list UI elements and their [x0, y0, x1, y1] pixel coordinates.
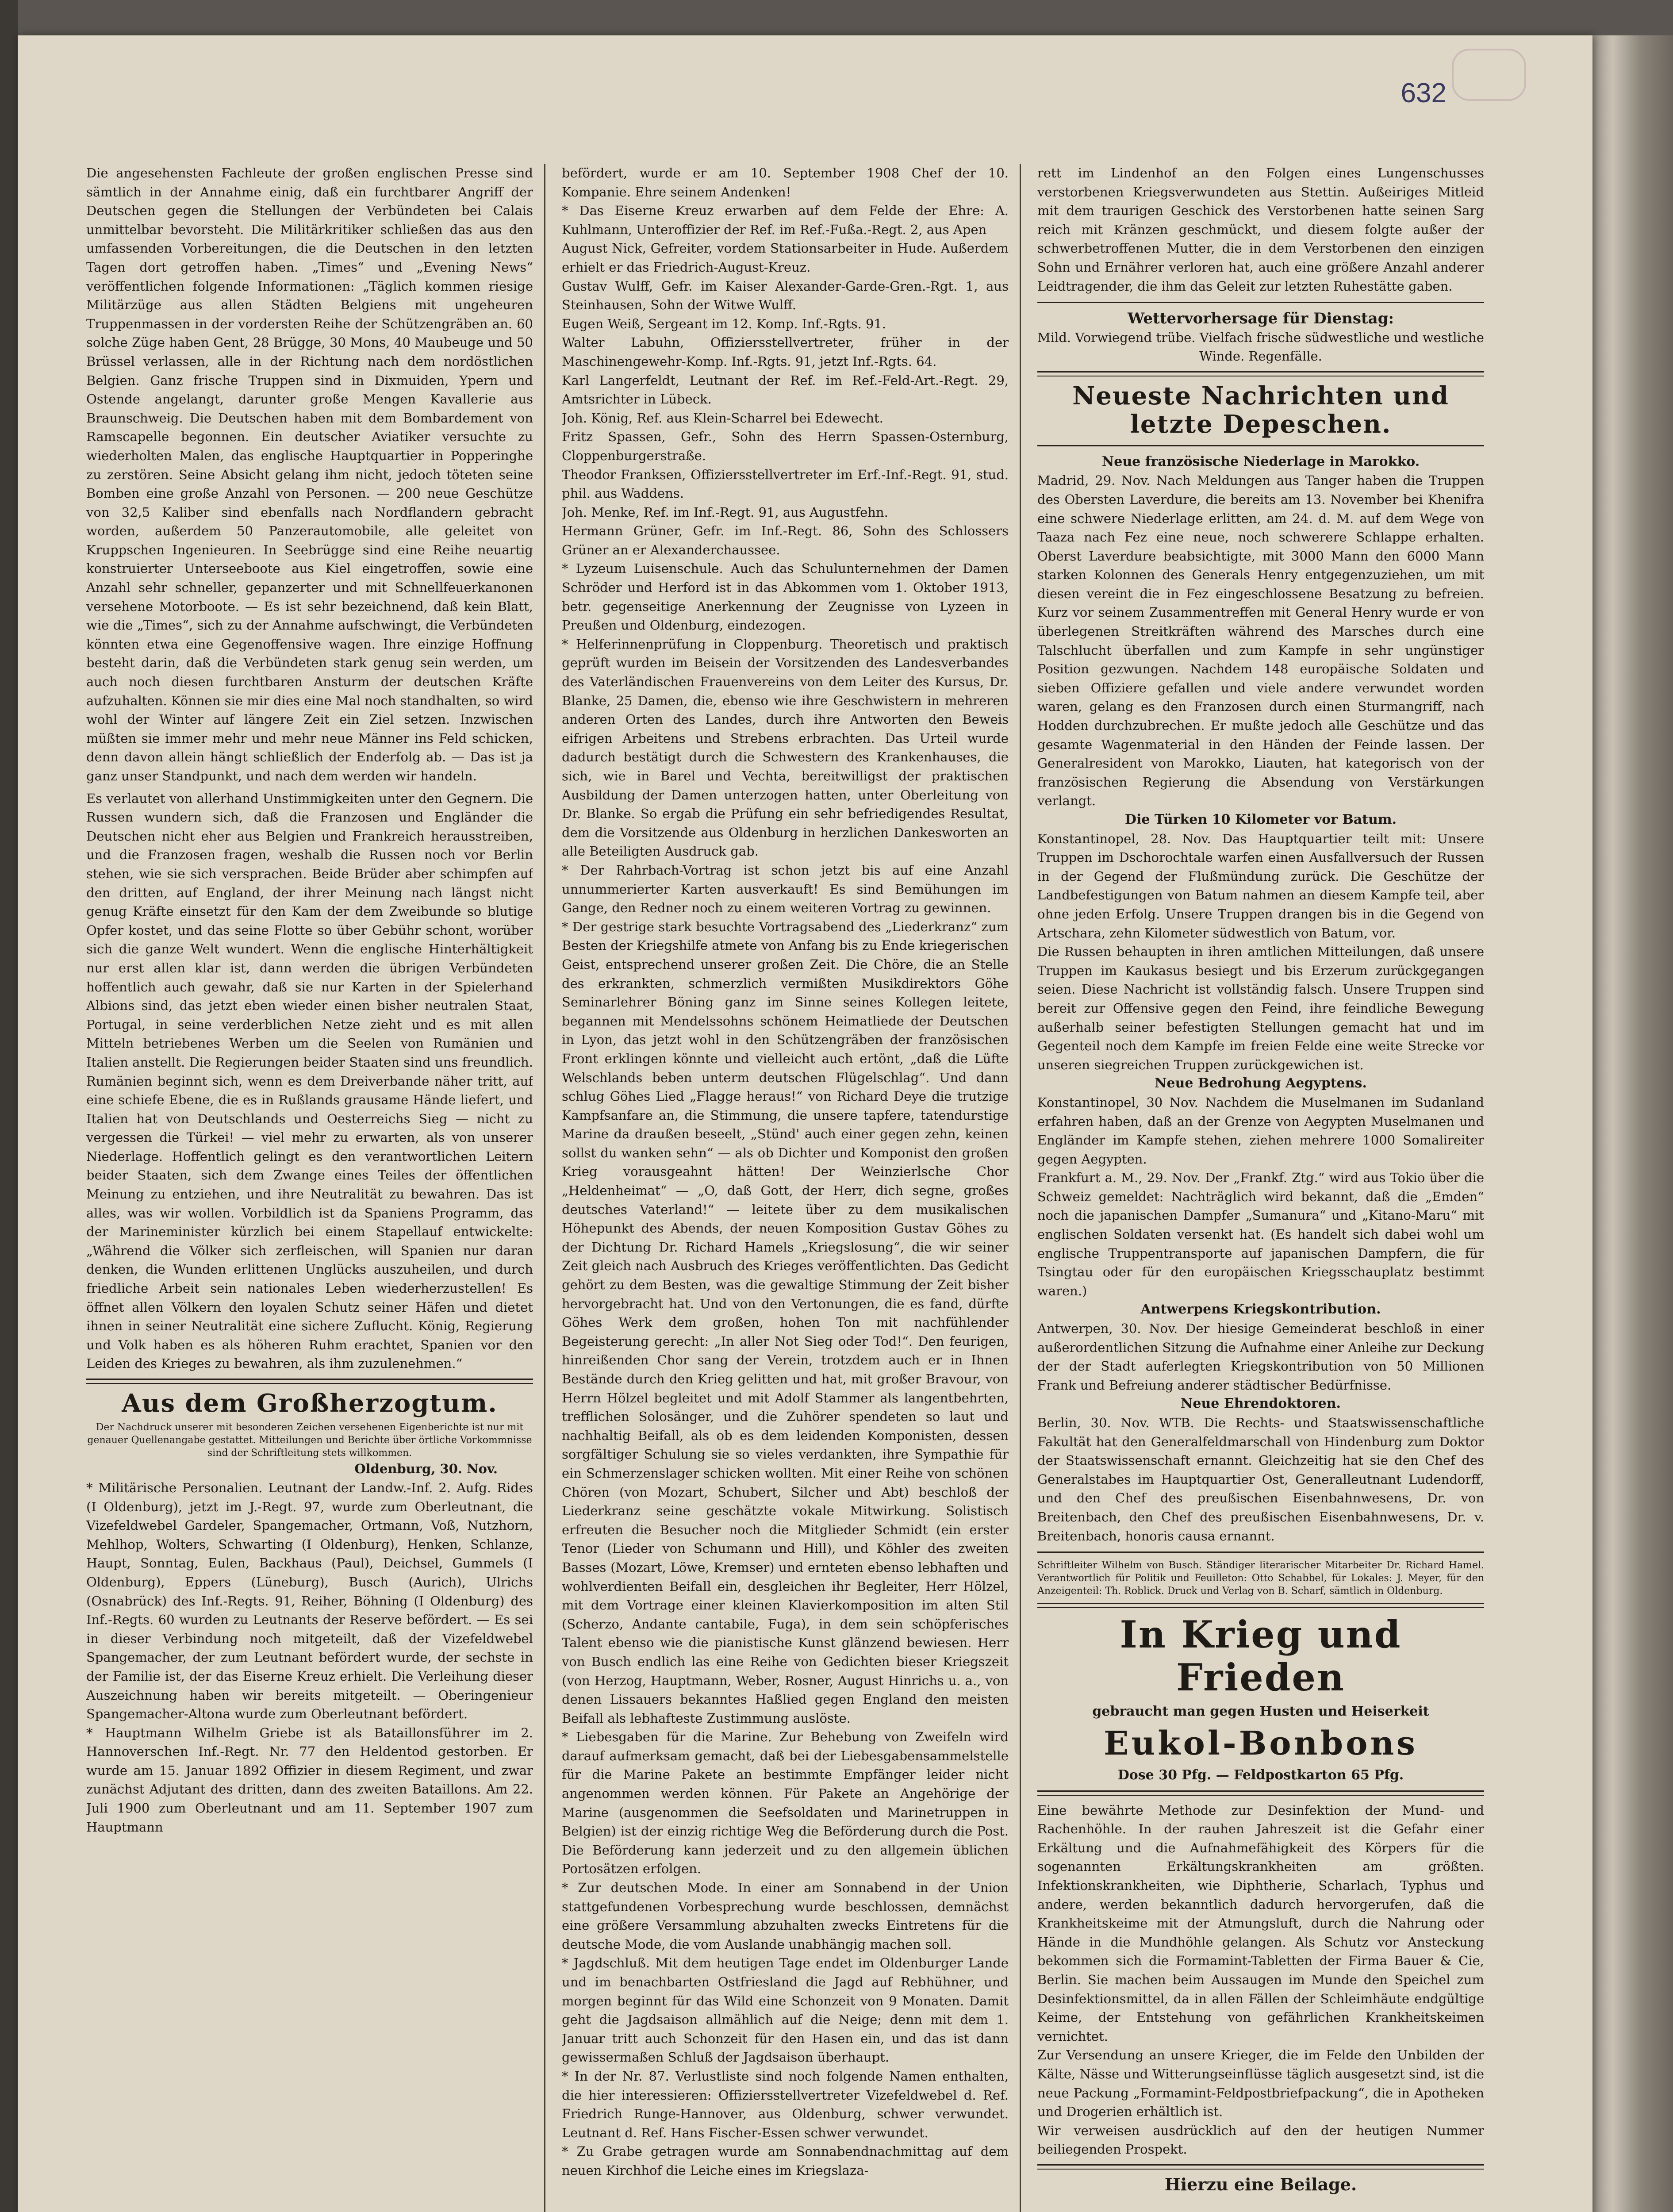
article-paragraph: Walter Labuhn, Offiziersstellvertreter, früher in der Maschinengewehr-Komp. Inf.-Rgts. 91, jetzt Inf.-Rgts. 64. — [562, 335, 1009, 369]
weather-text: Mild. Vorwiegend trübe. Vielfach frische südwestliche und westliche Winde. Regenfälle. — [1037, 330, 1484, 364]
divider — [1037, 1603, 1484, 1608]
news-paragraph: Berlin, 30. Nov. WTB. Die Rechts- und Staatswissenschaftliche Fakultät hat den Generalfeldmarschall von Hindenburg zum Doktor der Staatswissenschaft ernannt. Gleichzeitig hat sie den Chef des Generalstabes im Hauptquartier Ost, Generalleutnant Ludendorff, und den Chef des preußischen Eisenbahnwesens, Dr. von Breitenbach, den Chef des preußischen Eisenbahnwesens, Dr. v. Breitenbach, honoris causa ernannt. — [1037, 1415, 1484, 1544]
article-paragraph: * Hauptmann Wilhelm Griebe ist als Bataillonsführer im 2. Hannoverschen Inf.-Regt. Nr. 77 den Heldentod gestorben. Er wurde am 15. Januar 1892 Offizier in diesem Regiment, und zwar zunächst Adjutant des dritten, dann des zweiten Bataillons. Am 22. Juli 1900 zum Oberleutnant und am 11. September 1907 zum Hauptmann — [86, 1725, 533, 1835]
divider — [1037, 445, 1484, 446]
newspaper-page — [18, 35, 1592, 2212]
column-2 — [562, 164, 1009, 2212]
section-title: Aus dem Großherzogtum. — [122, 1389, 498, 1418]
news-paragraph: Konstantinopel, 28. Nov. Das Hauptquartier teilt mit: Unsere Truppen im Dschorochtale warfen einen Ausfallversuch der Russen in der Gegend der Flußmündung zurück. Die Geschütze der Landbefestigungen von Batum nahmen an diesem Kampfe teil, aber ohne jeden Erfolg. Unsere Truppen drangen bis in die Gegend von Artschara, zehn Kilometer südwestlich von Batum, vor. — [1037, 831, 1484, 941]
article-paragraph: * Zu Grabe getragen wurde am Sonnabendnachmittag auf dem neuen Kirchhof die Leiche eines im Kriegslaza- — [562, 2144, 1009, 2178]
weather-title: Wettervorhersage für Dienstag: — [1127, 310, 1394, 328]
news-title: Neueste Nachrichten und letzte Depeschen. — [1072, 381, 1449, 439]
article-paragraph: Joh. Menke, Ref. im Inf.-Regt. 91, aus Augustfehn. — [562, 504, 888, 520]
news-subhead: Neue Ehrendoktoren. — [1180, 1396, 1341, 1412]
article-paragraph: * Militärische Personalien. Leutnant der Landw.-Inf. 2. Aufg. Rides (I Oldenburg), jetzt im J.-Regt. 97, wurde zum Oberleutnant, die Vizefeldwebel Gardeler, Spangemacher, Ortmann, Voß, Nutzhorn, Mehlhop, Wolters, Schwarting (I Oldenburg), Henken, Schlanze, Haupt, Sonntag, Eulen, Backhaus (Paul), Deichsel, Gummels (I Oldenburg), Eppers (Lüneburg), Busch (Aurich), Ulrichs (Osnabrück) des Inf.-Regts. 91, Reiher, Böhning (I Oldenburg) des Inf.-Regts. 60 wurden zu Leutnants der Reserve befördert. — Es sei in dieser Verbindung noch mitgeteilt, daß der Vizefeldwebel Spangemacher, der zum Leutnant befördert wurde, der sechste in der Familie ist, der das Eiserne Kreuz erhielt. Die Verleihung dieser Auszeichnung haben wir bereits mitgeteilt. — Oberingenieur Spangemacher-Altona wurde zum Oberleutnant befördert. — [86, 1480, 533, 1722]
scan-right-edge — [1592, 35, 1673, 2212]
ad-price: Dose 30 Pfg. — Feldpostkarton 65 Pfg. — [1117, 1767, 1404, 1783]
divider — [1037, 371, 1484, 376]
news-subhead: Neue französische Niederlage in Marokko. — [1101, 453, 1420, 469]
column-rule-1 — [544, 164, 545, 2212]
ad-paragraph: Eine bewährte Methode zur Desinfektion der Mund- und Rachenhöhle. In der rauhen Jahreszeit ist die Gefahr einer Erkältung und die Aufnahmefähigkeit des Körpers für die sogenannten Erkältungskrankheiten am größten. Infektionskrankheiten, wie Diphtherie, Scharlach, Typhus und andere, werden bekanntlich dadurch hervorgerufen, daß die Krankheitskeime mit der Atmungsluft, durch die Nahrung oder Hände in die Mundhöhle gelangen. Als Schutz vor Ansteckung bekommen sich die Formamint-Tabletten der Firma Bauer & Cie, Berlin. Sie machen beim Aussaugen im Munde den Speichel zum Desinfektionsmittel, da in allen Fällen der Schleimhäute endgültige Keime, der Entstehung von gefährlichen Krankheitskeimen vernichtet. — [1037, 1802, 1484, 2044]
article-paragraph: Die angesehensten Fachleute der großen englischen Presse sind sämtlich in der Annahme einig, daß ein furchtbarer Angriff der Deutschen gegen die Stellungen der Verbündeten bei Calais unmittelbar bevorsteht. Die Militärkritiker schließen das aus den umfassenden Vorbereitungen, die die Deutschen in den letzten Tagen dort getroffen haben. „Times“ und „Evening News“ veröffentlichen folgende Informationen: „Täglich kommen riesige Militärzüge aus allen Städten Belgiens mit ungeheuren Truppenmassen in der vordersten Reihe der Schützengräben an. 60 solche Züge haben Gent, 28 Brügge, 30 Mons, 40 Maubeuge und 50 Brüssel verlassen, alle in der Richtung nach dem nordöstlichen Belgien. Ganz frische Truppen sind in Dixmuiden, Ypern und Ostende angelangt, darunter große Mengen Kavallerie aus Braunschweig. Die Deutschen haben mit dem Bombardement von Ramscapelle begonnen. Ein deutscher Aviatiker versuchte zu wiederholten Malen, das englische Hauptquartier in Popperinghe zu zerstören. Seine Absicht gelang ihm nicht, jedoch töteten seine Bomben eine große Anzahl von Personen. — 200 neue Geschütze von 32,5 Kaliber sind ebenfalls nach Nordflandern gebracht worden, außerdem 50 Panzerautomobile, alle geleitet von Kruppschen Ingenieuren. In Seebrügge sind eine Reihe neuartig konstruierter Unterseeboote aus Kiel eingetroffen, sowie eine Anzahl sehr schneller, gepanzerter und mit Schnellfeuerkanonen versehene Motorboote. — Es ist sehr bezeichnend, daß kein Blatt, wie die „Times“, sich zu der Annahme aufschwingt, die Verbündeten könnten etwa eine Gegenoffensive wagen. Ihre einzige Hoffnung besteht darin, daß die Verbündeten stark genug sein werden, um auch noch diesen furchtbaren Ansturm der deutschen Kräfte aufzuhalten. Können sie mir dies eine Mal noch standhalten, so wird wohl der Winter auf längere Zeit ein Ziel setzen. Inzwischen müßten sie immer mehr und mehr neue Männer ins Feld schicken, denn davon allein hängt schließlich der Enderfolg ab. — Das ist ja ganz unser Standpunkt, und nach dem werden wir handeln. — [86, 165, 533, 783]
divider — [86, 1379, 533, 1384]
article-paragraph: * In der Nr. 87. Verlustliste sind noch folgende Namen enthalten, die hier interessieren: Offiziersstellvertreter Vizefeldwebel d. Ref. Friedrich Runge-Hannover, aus Oldenburg, schwer verwundet. Leutnant d. Ref. Hans Fischer-Essen schwer verwundet. — [562, 2068, 1009, 2140]
news-subhead: Neue Bedrohung Aegyptens. — [1155, 1075, 1367, 1091]
article-paragraph: Theodor Franksen, Offiziersstellvertreter im Erf.-Inf.-Regt. 91, stud. phil. aus Waddens. — [562, 467, 1009, 501]
article-paragraph: befördert, wurde er am 10. September 1908 Chef der 10. Kompanie. Ehre seinem Andenken! — [562, 165, 1009, 200]
article-paragraph: * Jagdschluß. Mit dem heutigen Tage endet im Oldenburger Lande und im benachbarten Ostfriesland die Jagd auf Rebhühner, und morgen beginnt für das Wild eine Schonzeit von 9 Monaten. Damit geht die Jagdsaison allmählich auf die Neige; denn mit dem 1. Januar tritt auch Schonzeit für den Hasen ein, und das ist dann gewissermaßen Schluß der Jagdsaison überhaupt. — [562, 1955, 1009, 2065]
column-1 — [86, 164, 533, 2212]
article-paragraph: Joh. König, Ref. aus Klein-Scharrel bei Edewecht. — [562, 410, 883, 426]
column-3 — [1037, 164, 1484, 2212]
library-stamp — [1452, 49, 1526, 101]
footer-note: Hierzu eine Beilage. — [1164, 2174, 1357, 2194]
ad-paragraph: Wir verweisen ausdrücklich auf den der heutigen Nummer beiliegenden Prospekt. — [1037, 2123, 1484, 2157]
divider — [1037, 2164, 1484, 2170]
article-paragraph: * Helferinnenprüfung in Cloppenburg. Theoretisch und praktisch geprüft wurden im Beisein der Vorsitzenden des Landesverbandes des Vaterländischen Frauenvereins von dem Leiter des Kursus, Dr. Blanke, 25 Damen, die, ebenso wie ihre Geschwistern in mehreren anderen Orten des Landes, durch ihre Antworten den Beweis eifrigen Arbeitens und Strebens erbrachten. Das Urteil wurde dadurch bestätigt durch die Schwestern des Krankenhauses, die sich, wie in Barel und Vechta, bereitwilligst der praktischen Ausbildung der Damen unterzogen hatten, unter Oberleitung von Dr. Blanke. So ergab die Prüfung ein sehr befriedigendes Resultat, dem die Vorsitzende aus Oldenburg in herzlichen Dankesworten an alle Beteiligten Ausdruck gab. — [562, 636, 1009, 859]
news-subhead: Antwerpens Kriegskontribution. — [1140, 1302, 1381, 1317]
scan-left-edge — [0, 0, 18, 2212]
ad-title: In Krieg und Frieden — [1120, 1613, 1402, 1699]
page-number: 632 — [1401, 78, 1447, 108]
news-paragraph: Frankfurt a. M., 29. Nov. Der „Frankf. Ztg.“ wird aus Tokio über die Schweiz gemeldet: Nachträglich wird bekannt, daß die „Emden“ noch die japanischen Dampfer „Sumanura“ und „Kitano-Maru“ mit englischen Soldaten versenkt hat. (Es handelt sich dabei wohl um englische Truppentransporte auf japanischen Dampfern, die für Tsingtau oder für den europäischen Kriegsschauplatz bestimmt waren.) — [1037, 1170, 1484, 1298]
article-paragraph: Gustav Wulff, Gefr. im Kaiser Alexander-Garde-Gren.-Rgt. 1, aus Steinhausen, Sohn der Witwe Wulff. — [562, 278, 1009, 313]
news-paragraph: Die Russen behaupten in ihren amtlichen Mitteilungen, daß unsere Truppen im Kaukasus besiegt und bis Erzerum zurückgegangen seien. Diese Nachricht ist vollständig falsch. Unsere Truppen sind bereit zur Offensive gegen den Feind, ihre feindliche Bewegung außerhalb seiner befestigten Stellungen gemacht hat und im Gegenteil noch dem Kampfe im freien Felde eine weite Strecke vor unseren siegreichen Truppen zurückgewichen ist. — [1037, 944, 1484, 1072]
divider — [1037, 302, 1484, 303]
article-paragraph: Es verlautet von allerhand Unstimmigkeiten unter den Gegnern. Die Russen wundern sich, daß die Franzosen und Engländer die Deutschen nicht eher aus Belgien und Frankreich herausstreiben, und die Franzosen fragen, weshalb die Russen noch vor Berlin stehen, wie sie sich versprachen. Beide Brüder aber schimpfen auf den dritten, auf England, der ihrer Meinung nach längst nicht genug Kräfte einsetzt für den Kam der dem Zweibunde so blutige Opfer kostet, und das seine Flotte so über Gebühr schont, worüber sich die ganze Welt wundert. Wenn die englische Hinterhältigkeit nur erst allen klar ist, dann werden die übrigen Verbündeten hoffentlich auch gewahr, daß sie nur Karten in der Spielerhand Albions sind, das jetzt eben wieder einen bisher neutralen Staat, Portugal, in seine verderblichen Netze zieht und es mit allen Mitteln betriebenes Werben um die Seelen von Rumänien und Italien anstellt. Die Regierungen beider Staaten sind uns freundlich. Rumänien beginnt sich, wenn es dem Dreiverbande näher tritt, auf eine schiefe Ebene, die es in Rußlands grausame Hände liefert, und Italien hat von Deutschlands und Oesterreichs Sieg — nicht zu vergessen die Türkei! — viel mehr zu erwarten, als von unserer Niederlage. Hoffentlich gelingt es den verantwortlichen Leitern beider Staaten, sich dem Zwange eines Teiles der öffentlichen Meinung zu entziehen, und ihre Neutralität zu bewahren. Das ist alles, was wir wollen. Vorbildlich ist da Spaniens Programm, das der Marineminister kürzlich bei einem Stapellauf entwickelte: „Während die Völker sich zerfleischen, will Spanien nur daran denken, die Wunden erlittenen Unglücks auszuheilen, und durch friedliche Arbeit sein nationales Leben wiederherzustellen! Es öffnet allen Völkern den loyalen Schutz seiner Häfen und dietet ihnen in seiner Neutralität eine sichere Zuflucht. König, Regierung und Volk haben es als höheren Ruhm erachtet, Spanien vor den Leiden des Krieges zu bewahren, als ihm zuzulenehmen.“ — [86, 791, 533, 1371]
ad-paragraph: Zur Versendung an unsere Krieger, die im Felde den Unbilden der Kälte, Nässe und Witterungseinflüsse täglich ausgesetzt sind, ist die neue Packung „Formamint-Feldpostbriefpackung“, die in Apotheken und Drogerien erhältlich ist. — [1037, 2047, 1484, 2120]
article-paragraph: August Nick, Gefreiter, vordem Stationsarbeiter in Hude. Außerdem erhielt er das Friedrich-August-Kreuz. — [562, 241, 1009, 275]
news-paragraph: Antwerpen, 30. Nov. Der hiesige Gemeinderat beschloß in einer außerordentlichen Sitzung die Aufnahme einer Anleihe zur Deckung der der Stadt auferlegten Kriegskontribution von 50 Millionen Frank und Befreiung anderer städtischer Bedürfnisse. — [1037, 1321, 1484, 1393]
article-paragraph: * Der Rahrbach-Vortrag ist schon jetzt bis auf eine Anzahl unnummerierter Karten ausverkauft! Es sind Bemühungen im Gange, den Redner noch zu einem weiteren Vortrag zu gewinnen. — [562, 862, 1009, 916]
article-paragraph: * Der gestrige stark besuchte Vortragsabend des „Liederkranz“ zum Besten der Kriegshilfe atmete von Anfang bis zu Ende kriegerischen Geist, entsprechend unserer großen Zeit. Die Chöre, die an Stelle des erkrankten, schmerzlich vermißten Musikdirektors Göhe Seminarlehrer Böning ganz im Sinne seines Kollegen leitete, begannen mit Mendelssohns schönem Heimatliede der Deutschen in Lyon, das jetzt wohl in den Schützengräben der französischen Front erklingen könnte und vielleicht auch ertönt, „daß die Lüfte Welschlands beben unterm deutschen Flügelschlag“. Und dann schlug Göhes Lied „Flagge heraus!“ von Richard Deye die trutzige Kampfsanfare an, die Stimmung, die unsere tapfere, tatendurstige Marine da draußen beseelt, „Stünd' auch einer gegen zehn, keinen sollst du wanken sehn“ — als ob Dichter und Komponist den großen Krieg vorausgeahnt hätten! Der Weinzierlsche Chor „Heldenheimat“ — „O, daß Gott, der Herr, dich segne, großes deutsches Vaterland!“ — leitete über zu dem musikalischen Höhepunkt des Abends, der neuen Komposition Gustav Göhes zu der Dichtung Dr. Richard Hamels „Kriegslosung“, die wir seiner Zeit gleich nach Ausbruch des Krieges veröffentlichten. Das Gedicht gehört zu dem Besten, was die gewaltige Stimmung der Zeit bisher hervorgebracht hat. Und von den Vertonungen, die es fand, dürfte Göhes Werk dem großen, hohen Ton mit nachfühlender Begeisterung gerecht: „In aller Not Sieg oder Tod!“. Den feurigen, hinreißenden Chor sang der Verein, trotzdem auch er in Ihnen Bestände durch den Krieg gelitten und hat, mit großer Bravour, von Herrn Hölzel begleitet und mit Adolf Stammer als langentbehrten, trefflichen Solosänger, und die Zuhörer spendeten so laut und nachhaltig Beifall, als ob es dem leidenden Komponisten, dessen sorgfältiger Schulung sie so vieles verdankten, ihre Sympathie für ein Schmerzenslager schicken wollten. Mit einer Reihe von schönen Chören (von Mozart, Schubert, Silcher und Abt) beschloß der Liederkranz seine geschätzte vokale Mitwirkung. Solistisch erfreuten die Besucher noch die Mitglieder Schmidt (ein erster Tenor (Lieder von Schumann und Hill), und Köhler des zweiten Basses (Mozart, Löwe, Kremser) und ernteten ebenso lebhaften und wohlverdienten Beifall ein, desgleichen ihr Begleiter, Herr Hölzel, mit dem Vortrage einer kleinen Klavierkomposition im alten Stil (Scherzo, Andante cantabile, Fuga), in dem sein schöpferisches Talent ebenso wie die pianistische Kunst glänzend bewiesen. Herr von Busch endlich las eine Reihe von Gedichten bieser Kriegszeit (von Herzog, Hauptmann, Weber, Rosner, August Hinrichs u. a., von denen Lissauers bekanntes Haßlied gegen England den meisten Beifall als lebhafteste Zustimmung auslöste. — [562, 919, 1009, 1726]
article-paragraph: rett im Lindenhof an den Folgen eines Lungenschusses verstorbenen Kriegsverwundeten aus Stettin. Außeiriges Mitleid mit dem traurigen Geschick des Verstorbenen hatte seinen Sarg reich mit Kränzen geschmückt, und diesem folgte außer der schwerbetroffenen Mutter, die in dem Verstorbenen den einzigen Sohn und Ernährer verloren hat, auch eine größere Anzahl anderer Leidtragender, die ihm das Geleit zur letzten Ruhestätte gaben. — [1037, 165, 1484, 294]
article-paragraph: * Liebesgaben für die Marine. Zur Behebung von Zweifeln wird darauf aufmerksam gemacht, daß bei der Liebesgabensammelstelle für die Marine Pakete an bestimmte Empfänger leider nicht angenommen werden können. Für Pakete an Angehörige der Marine (ausgenommen die Seefsoldaten und Marinetruppen in Belgien) ist der einzig richtige Weg die Beförderung durch die Post. Die Beförderung kann jederzeit und zu den allgemein üblichen Portosätzen erfolgen. — [562, 1729, 1009, 1877]
article-paragraph: Eugen Weiß, Sergeant im 12. Komp. Inf.-Rgts. 91. — [562, 316, 886, 331]
imprint: Schriftleiter Wilhelm von Busch. Ständiger literarischer Mitarbeiter Dr. Richard Hamel. Verantwortlich für Politik und Feuilleton: Otto Schabbel, für Lokales: J. Meyer, für den Anzeigenteil: Th. Roblick. Druck und Verlag von B. Scharf, sämtlich in Oldenburg. — [1037, 1560, 1484, 1597]
news-paragraph: Konstantinopel, 30 Nov. Nachdem die Muselmanen im Sudanland erfahren haben, daß an der Grenze von Aegypten Muselmanen und Engländer im Kampfe stehen, ziehen mehrere 1000 Somalireiter gegen Aegypten. — [1037, 1094, 1484, 1167]
ad-product-name: Eukol-Bonbons — [1104, 1724, 1418, 1763]
divider — [1037, 1790, 1484, 1796]
column-rule-2 — [1020, 164, 1021, 2212]
article-paragraph: * Lyzeum Luisenschule. Auch das Schulunternehmen der Damen Schröder und Herford ist in das Abkommen vom 1. Oktober 1913, betr. gegenseitige Anerkennung der Zeugnisse von Lyzeen in Preußen und Oldenburg, eindezogen. — [562, 561, 1009, 633]
ad-subtitle: gebraucht man gegen Husten und Heiserkeit — [1092, 1704, 1429, 1720]
article-paragraph: Hermann Grüner, Gefr. im Inf.-Regt. 86, Sohn des Schlossers Grüner an er Alexanderchaussee. — [562, 523, 1009, 557]
article-paragraph: * Zur deutschen Mode. In einer am Sonnabend in der Union stattgefundenen Vorbesprechung wurde beschlossen, demnächst eine größere Versammlung abzuhalten zwecks Eintretens für die deutsche Mode, die vom Auslande unabhängig machen soll. — [562, 1880, 1009, 1952]
dateline: Oldenburg, 30. Nov. — [354, 1461, 498, 1477]
article-paragraph: * Das Eiserne Kreuz erwarben auf dem Felde der Ehre: A. Kuhlmann, Unteroffizier der Ref. im Ref.-Fußa.-Regt. 2, aus Apen — [562, 203, 1009, 237]
divider — [1037, 1551, 1484, 1553]
article-paragraph: Karl Langerfeldt, Leutnant der Ref. im Ref.-Feld-Art.-Regt. 29, Amtsrichter in Lübeck. — [562, 373, 1009, 407]
news-paragraph: Madrid, 29. Nov. Nach Meldungen aus Tanger haben die Truppen des Obersten Laverdure, die bereits am 13. November bei Khenifra eine schwere Niederlage erlitten, am 24. d. M. auf dem Wege von Taaza nach Fez eine neue, noch schwerere Schlappe erhalten. Oberst Laverdure beabsichtigte, mit 3000 Mann den 6000 Mann starken Kolonnen des Generals Henry entgegenzuziehen, um mit diesen vereint die in Fez eingeschlossene Besatzung zu befreien. Kurz vor seinem Zusammentreffen mit General Henry wurde er von überlegenen Streitkräften während des Marsches durch eine Talschlucht überfallen und zum Kampfe in sehr ungünstiger Position gezwungen. Nachdem 148 europäische Soldaten und sieben Offiziere gefallen und viele andere verwundet worden waren, gelang es den Franzosen durch einen Sturmangriff, nach Hodden durchzubrechen. Er mußte jedoch alle Geschütze und das gesamte Wagenmaterial in den Händen der Feinde lassen. Der Generalresident von Marokko, Liauten, hat kategorisch von der französischen Regierung die Absendung von Verstärkungen verlangt. — [1037, 473, 1484, 809]
news-subhead: Die Türken 10 Kilometer vor Batum. — [1124, 812, 1397, 827]
article-paragraph: Fritz Spassen, Gefr., Sohn des Herrn Spassen-Osternburg, Cloppenburgerstraße. — [562, 429, 1009, 463]
section-note: Der Nachdruck unserer mit besonderen Zeichen versehenen Eigenberichte ist nur mit genauer Quellenangabe gestattet. Mitteilungen und Berichte über örtliche Vorkommnisse sind der Schriftleitung stets willkommen. — [87, 1422, 532, 1459]
